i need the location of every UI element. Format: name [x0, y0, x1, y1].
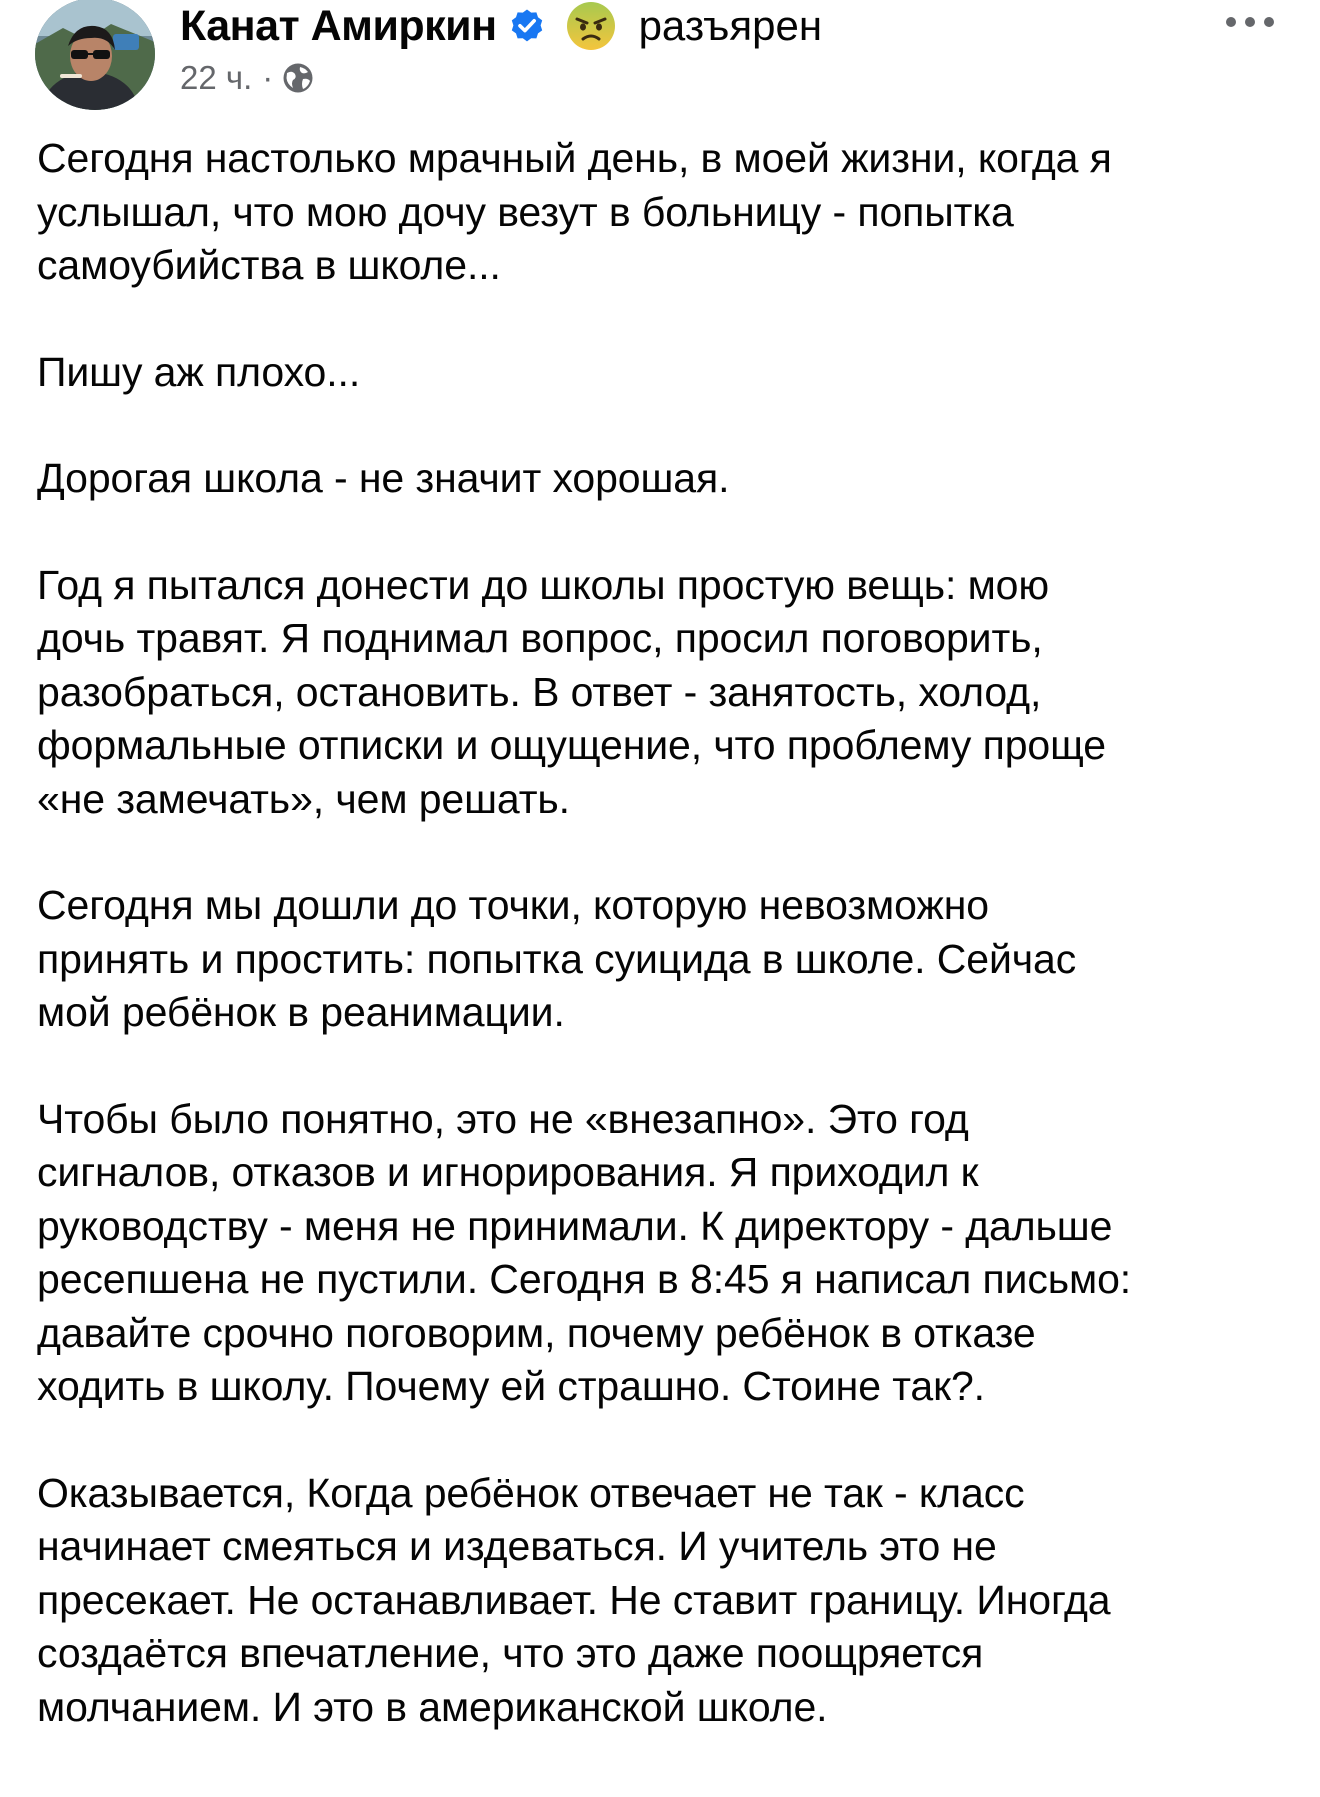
post-paragraph: Сегодня мы дошли до точки, которую невозможно принять и простить: попытка суицида в школе. Сейчас мой ребёнок в реанимации. [37, 882, 1077, 1035]
post-timestamp[interactable]: 22 ч. [180, 59, 253, 96]
post-meta [180, 58, 315, 98]
meta-separator: · [262, 59, 274, 96]
feeling-text: разъярен [638, 2, 823, 49]
post-paragraph: Чтобы было понятно, это не «внезапно». Это год сигналов, отказов и игнорирования. Я приходил к руководству - меня не принимали. К директору - дальше ресепшена не пустили. Сегодня в 8:45 я написал письмо: давайте срочно поговорим, почему ребёнок в отказе ходить в школу. Почему ей страшно. Стоине так?. [37, 1095, 1132, 1409]
author-avatar[interactable] [35, 0, 155, 110]
author-line [180, 0, 822, 52]
more-options-icon[interactable] [1222, 12, 1282, 32]
post-paragraph: Год я пытался донести до школы простую вещь: мою дочь травят. Я поднимал вопрос, просил поговорить, разобраться, остановить. В ответ - занятость, холод, формальные отписки и ощущение, что проблему проще «не замечать», чем решать. [37, 561, 1106, 822]
post-paragraph: Дорогая школа - не значит хорошая. [37, 455, 730, 501]
verified-badge-icon [509, 8, 545, 44]
author-name[interactable]: Канат Амиркин [180, 1, 497, 50]
post-text [37, 132, 1297, 1787]
post-paragraph: Оказывается, Когда ребёнок отвечает не так - класс начинает смеяться и издеваться. И учитель это не пресекает. Не останавливает. Не ставит границу. Иногда создаётся впечатление, что это даже поощряется молчанием. И это в американской школе. [37, 1469, 1111, 1730]
globe-icon[interactable] [281, 61, 315, 95]
angry-face-emoji-icon [565, 0, 617, 52]
post-header [0, 0, 1320, 120]
avatar-photo-icon [35, 0, 155, 110]
post-paragraph: Сегодня настолько мрачный день, в моей жизни, когда я услышал, что мою дочу везут в больницу - попытка самоубийства в школе... [37, 135, 1112, 288]
post-paragraph: Пишу аж плохо... [37, 348, 361, 395]
